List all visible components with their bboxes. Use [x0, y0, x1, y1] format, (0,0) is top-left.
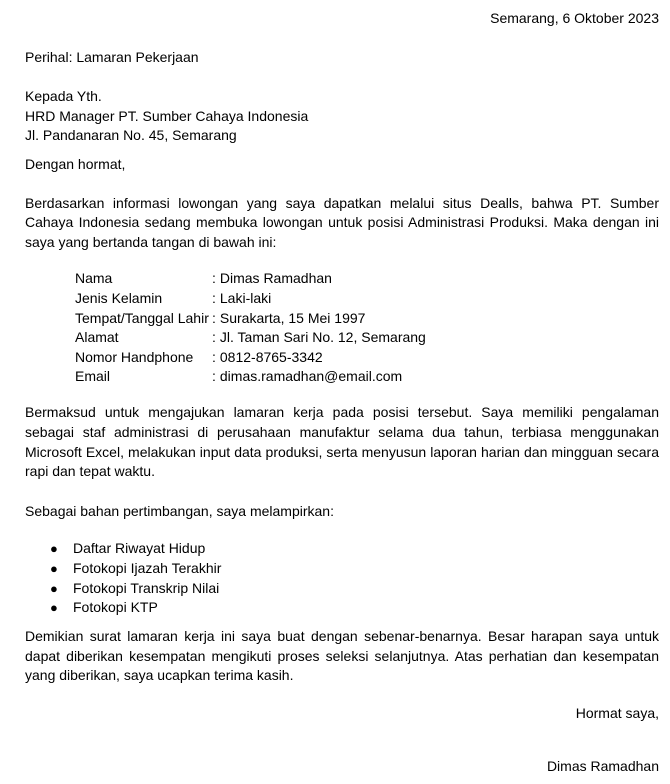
- personal-data-row: [75, 309, 659, 329]
- data-colon: :: [212, 270, 216, 287]
- data-value-alamat: Jl. Taman Sari No. 12, Semarang: [219, 329, 426, 346]
- data-value-email: dimas.ramadhan@email.com: [219, 368, 403, 385]
- recipient-address-line: Jl. Pandanaran No. 45, Semarang: [25, 127, 237, 144]
- data-value-ttl: Surakarta, 15 Mei 1997: [219, 309, 366, 326]
- closing-paragraph: Demikian surat lamaran kerja ini saya buat dengan sebenar-benarnya. Besar harapan saya untuk dapat diberikan kesempatan mengikuti proses seleksi selanjutnya. Atas perhatian dan kesempatan yang diberikan, saya ucapkan terima kasih.: [25, 628, 659, 684]
- personal-data-table: [75, 269, 659, 387]
- attachment-label: Fotokopi Ijazah Terakhir: [73, 559, 222, 576]
- attachment-item: [25, 598, 659, 618]
- personal-data-row: [75, 289, 659, 309]
- personal-data-row: [75, 269, 659, 289]
- opening-salutation: Dengan hormat,: [25, 156, 126, 173]
- data-value-jenis-kelamin: Laki-laki: [219, 289, 272, 306]
- data-colon: :: [212, 348, 216, 365]
- data-colon: :: [212, 368, 216, 385]
- personal-data-row: [75, 328, 659, 348]
- data-label-jenis-kelamin: Jenis Kelamin: [75, 289, 163, 306]
- experience-paragraph: Bermaksud untuk mengajukan lamaran kerja pada posisi tersebut. Saya memiliki pengalaman sebagai staf administrasi di perusahaan manufaktur selama dua tahun, terbiasa menggunakan Microsoft Excel, melakukan input data produksi, serta menyusun laporan harian dan mingguan secara rapi dan tepat waktu.: [25, 404, 659, 480]
- data-label-ttl: Tempat/Tanggal Lahir: [75, 309, 209, 326]
- data-value-handphone: 0812-8765-3342: [219, 348, 323, 365]
- bullet-icon: ●: [50, 541, 58, 557]
- data-label-nama: Nama: [75, 270, 113, 287]
- signature-name: Dimas Ramadhan: [546, 758, 659, 775]
- opening-paragraph: Berdasarkan informasi lowongan yang saya dapatkan melalui situs Dealls, bahwa PT. Sumber Cahaya Indonesia sedang membuka lowongan untuk posisi Administrasi Produksi. Maka dengan ini saya yang bertanda tangan di bawah ini:: [25, 194, 659, 250]
- attachment-label: Fotokopi KTP: [73, 599, 158, 616]
- bullet-icon: ●: [50, 580, 58, 596]
- data-colon: :: [212, 329, 216, 346]
- attachment-item: [25, 579, 659, 599]
- attachments-intro: Sebagai bahan pertimbangan, saya melampirkan:: [25, 503, 334, 520]
- recipient-block: [25, 87, 659, 146]
- personal-data-row: [75, 367, 659, 387]
- recipient-salutation-line: Kepada Yth.: [25, 88, 102, 105]
- data-label-email: Email: [75, 368, 111, 385]
- attachment-item: [25, 539, 659, 559]
- attachment-label: Fotokopi Transkrip Nilai: [73, 579, 220, 596]
- attachment-item: [25, 559, 659, 579]
- bullet-icon: ●: [50, 600, 58, 616]
- recipient-name-line: HRD Manager PT. Sumber Cahaya Indonesia: [25, 107, 309, 124]
- bullet-icon: ●: [50, 560, 58, 576]
- subject-line: Perihal: Lamaran Pekerjaan: [25, 49, 199, 66]
- data-label-handphone: Nomor Handphone: [75, 348, 194, 365]
- personal-data-row: [75, 348, 659, 368]
- data-value-nama: Dimas Ramadhan: [219, 270, 332, 287]
- data-label-alamat: Alamat: [75, 329, 119, 346]
- date-line: Semarang, 6 Oktober 2023: [490, 10, 659, 26]
- data-colon: :: [212, 289, 216, 306]
- attachment-label: Daftar Riwayat Hidup: [73, 540, 206, 557]
- attachments-list: [25, 539, 659, 617]
- data-colon: :: [212, 309, 216, 326]
- closing-salutation: Hormat saya,: [575, 705, 659, 722]
